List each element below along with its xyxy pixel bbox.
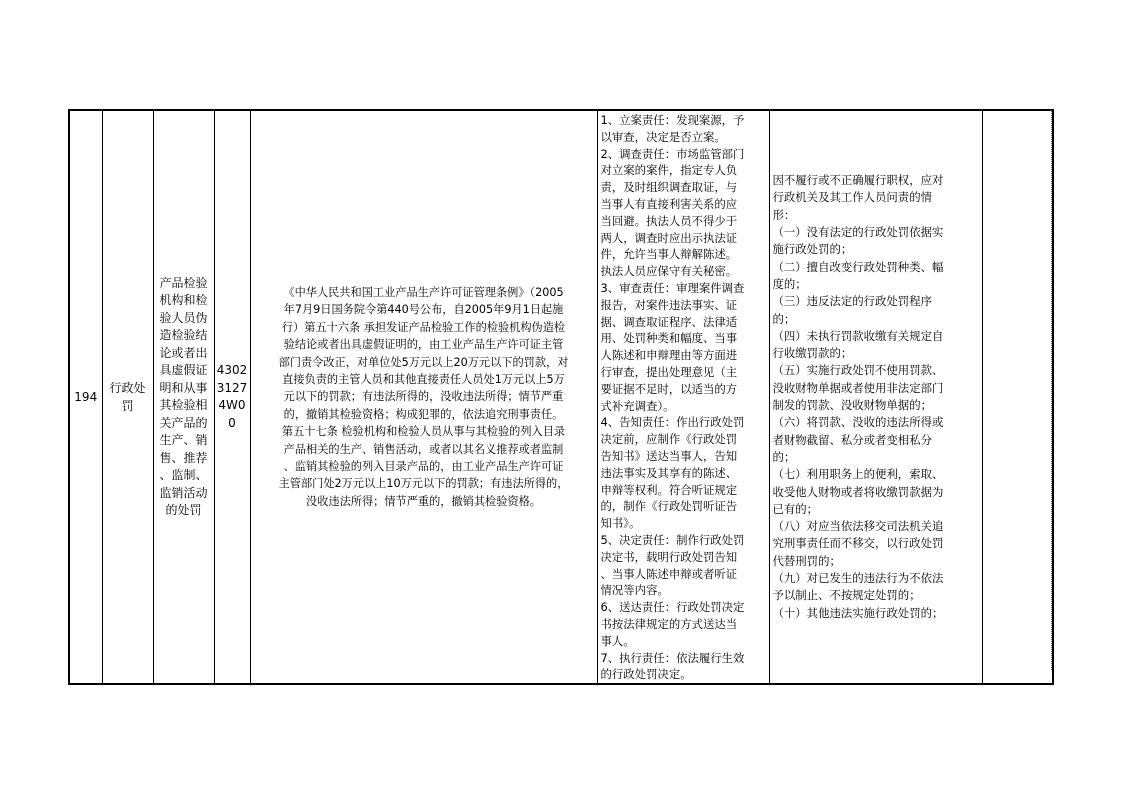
accountability-line: 形： xyxy=(772,207,796,222)
item-name-line: 机构和检 xyxy=(159,293,208,308)
item-name-line: 论或者出 xyxy=(159,345,208,360)
item-name-line: 造检验结 xyxy=(159,328,208,343)
accountability-line: 制发的罚款、没收财物单据的； xyxy=(772,398,932,413)
responsibility-line: 的行政处罚决定。 xyxy=(600,667,692,682)
accountability-line: 度的； xyxy=(772,276,807,291)
responsibility-line: 告知书》送达当事人，告知 xyxy=(600,448,738,463)
remark-cell xyxy=(982,110,1053,684)
item-name-line: 关产品的 xyxy=(159,415,208,430)
accountability-line: （四）未执行罚款收缴有关规定自 xyxy=(772,328,944,343)
power-type-line: 罚 xyxy=(121,399,134,414)
responsibility-line: 对立案的案件，指定专人负 xyxy=(600,163,738,178)
responsibility-line: 式补充调查）。 xyxy=(600,398,675,413)
responsibility-line: 报告，对案件违法事实、证 xyxy=(600,297,738,312)
responsibility-line: 决定前，应制作《行政处罚 xyxy=(600,432,738,447)
accountability-line: （十）其他违法实施行政处罚的； xyxy=(772,605,944,620)
serial-number-cell xyxy=(69,110,102,684)
accountability-line: （六）将罚款、没收的违法所得或 xyxy=(772,415,944,430)
responsibility-line: 6、送达责任：行政处罚决定 xyxy=(600,600,745,615)
table-row xyxy=(69,110,1053,684)
responsibility-line: 情况等内容。 xyxy=(600,583,669,598)
item-code-line: 0 xyxy=(228,415,236,430)
accountability-line: 行收缴罚款的； xyxy=(772,346,853,361)
item-name-line: 、监制、 xyxy=(159,468,208,483)
legal-basis-line: 行）第五十六条 承担发证产品检验工作的检验机构伪造检 xyxy=(281,320,566,334)
legal-basis-line: 年7月9日国务院令第440号公布，自2005年9月1日起施 xyxy=(283,303,564,317)
accountability-line: （一）没有法定的行政处罚依据实 xyxy=(772,225,944,240)
responsibility-line: 据、调查取证程序、法律适 xyxy=(600,314,738,329)
accountability-line: 者财物截留、私分或者变相私分 xyxy=(772,432,932,447)
item-name-line: 具虚假证 xyxy=(159,363,208,378)
accountability-line: 施行政处罚的； xyxy=(772,242,853,257)
accountability-line: 究刑事责任而不移交，以行政处罚 xyxy=(772,536,944,551)
legal-basis-line: 主管部门处2万元以上10万元以下的罚款；有违法所得的， xyxy=(278,477,569,491)
legal-basis-line: 第五十七条 检验机构和检验人员从事与其检验的列入目录 xyxy=(281,425,566,439)
accountability-line: （七）利用职务上的便利，索取、 xyxy=(772,467,944,482)
responsibility-cell xyxy=(597,110,769,684)
legal-basis-line: 的，撤销其检验资格；构成犯罪的，依法追究刑事责任。 xyxy=(283,407,564,421)
accountability-line: （八）对应当依法移交司法机关追 xyxy=(772,519,944,534)
power-type-cell xyxy=(102,110,153,684)
item-name-line: 监销活动 xyxy=(159,485,208,500)
responsibility-line: 行审查，提出处理意见（主 xyxy=(600,364,738,379)
accountability-line: 的； xyxy=(772,449,796,464)
item-name-line: 生产、销 xyxy=(159,433,208,448)
item-name-line: 其检验相 xyxy=(159,398,208,413)
legal-basis-line: 部门责令改正，对单位处5万元以上20万元以下的罚款，对 xyxy=(278,355,569,369)
responsibility-line: 5、决定责任：制作行政处罚 xyxy=(600,532,745,547)
item-code-line: 4302 xyxy=(216,363,248,378)
responsibility-line: 3、审查责任：审理案件调查 xyxy=(600,280,745,295)
item-name-cell xyxy=(153,110,214,684)
legal-basis-cell xyxy=(250,110,597,684)
responsibility-line: 知书》。 xyxy=(600,516,641,531)
responsibility-line: 执法人员应保守有关秘密。 xyxy=(600,264,738,279)
responsibility-line: 决定书，载明行政处罚告知 xyxy=(600,549,738,564)
accountability-line: 没收财物单据或者使用非法定部门 xyxy=(772,380,944,395)
responsibility-line: 人陈述和申辩理由等方面进 xyxy=(600,348,738,363)
item-name-line: 产品检验 xyxy=(159,275,208,290)
responsibility-line: 责，及时组织调查取证，与 xyxy=(600,180,738,195)
item-name-line: 验人员伪 xyxy=(159,310,208,325)
responsibility-line: 4、告知责任：作出行政处罚 xyxy=(600,415,745,430)
responsibility-line: 书按法律规定的方式送达当 xyxy=(600,616,738,631)
legal-basis-line: 直接负责的主管人员和其他直接责任人员处1万元以上5万 xyxy=(282,372,565,386)
item-code-line: 4W0 xyxy=(218,398,246,413)
legal-basis-line: 验结论或者出具虚假证明的，由工业产品生产许可证主管 xyxy=(283,338,564,352)
responsibility-line: 件，允许当事人辩解陈述。 xyxy=(600,247,738,262)
responsibility-line: 以审查，决定是否立案。 xyxy=(600,129,726,144)
item-code-line: 3127 xyxy=(216,380,248,395)
legal-basis-line: 产品相关的生产、销售活动，或者以其名义推荐或者监制 xyxy=(283,442,564,456)
responsibility-line: 1、立案责任：发现案源，予 xyxy=(600,113,745,127)
responsibility-line: 要证据不足时，以适当的方 xyxy=(600,381,738,396)
item-name-line: 的处罚 xyxy=(165,503,202,518)
accountability-line: （五）实施行政处罚不使用罚款、 xyxy=(772,363,944,378)
serial-number: 194 xyxy=(74,390,98,405)
power-type-line: 行政处 xyxy=(109,381,146,396)
responsibility-line: 、当事人陈述申辩或者听证 xyxy=(600,566,738,581)
item-name-line: 明和从事 xyxy=(159,380,208,395)
legal-basis-line: 元以下的罚款；有违法所得的，没收违法所得；情节严重 xyxy=(283,390,564,404)
accountability-line: 行政机关及其工作人员问责的情 xyxy=(772,190,932,205)
item-name-line: 售、推荐 xyxy=(159,450,208,465)
accountability-line: （二）擅自改变行政处罚种类、幅 xyxy=(772,259,944,274)
legal-basis-line: 、监销其检验的列入目录产品的，由工业产品生产许可证 xyxy=(283,459,564,473)
legal-basis-line: 没收违法所得；情节严重的，撤销其检验资格。 xyxy=(306,494,541,508)
accountability-line: （三）违反法定的行政处罚程序 xyxy=(772,294,932,309)
accountability-line: 予以制止、不按规定处罚的； xyxy=(772,588,921,603)
responsibility-line: 当回避。执法人员不得少于 xyxy=(600,213,738,228)
accountability-line: 收受他人财物或者将收缴罚款据为 xyxy=(772,484,944,499)
responsibility-line: 事人。 xyxy=(600,633,635,648)
accountability-line: 因不履行或不正确履行职权，应对 xyxy=(772,173,944,188)
responsibility-line: 2、调查责任：市场监管部门 xyxy=(600,146,745,161)
accountability-line: （九）对已发生的违法行为不依法 xyxy=(772,571,944,586)
duty-list-table xyxy=(68,109,1054,685)
responsibility-line: 违法事实及其享有的陈述、 xyxy=(600,465,738,480)
responsibility-line: 申辩等权利。符合听证规定 xyxy=(600,482,738,497)
responsibility-line: 两人，调查时应出示执法证 xyxy=(600,230,738,245)
item-code-cell xyxy=(214,110,250,684)
accountability-line: 代替刑罚的； xyxy=(772,553,841,568)
accountability-line: 的； xyxy=(772,311,796,326)
accountability-line: 已有的； xyxy=(772,501,819,516)
responsibility-line: 7、执行责任：依法履行生效 xyxy=(600,650,745,665)
responsibility-line: 用、处罚种类和幅度、当事 xyxy=(600,331,738,346)
legal-basis-line: 《中华人民共和国工业产品生产许可证管理条例》（2005 xyxy=(283,285,564,299)
accountability-cell xyxy=(769,110,982,684)
responsibility-line: 的，制作《行政处罚听证告 xyxy=(600,499,738,514)
responsibility-line: 当事人有直接利害关系的应 xyxy=(600,196,738,211)
